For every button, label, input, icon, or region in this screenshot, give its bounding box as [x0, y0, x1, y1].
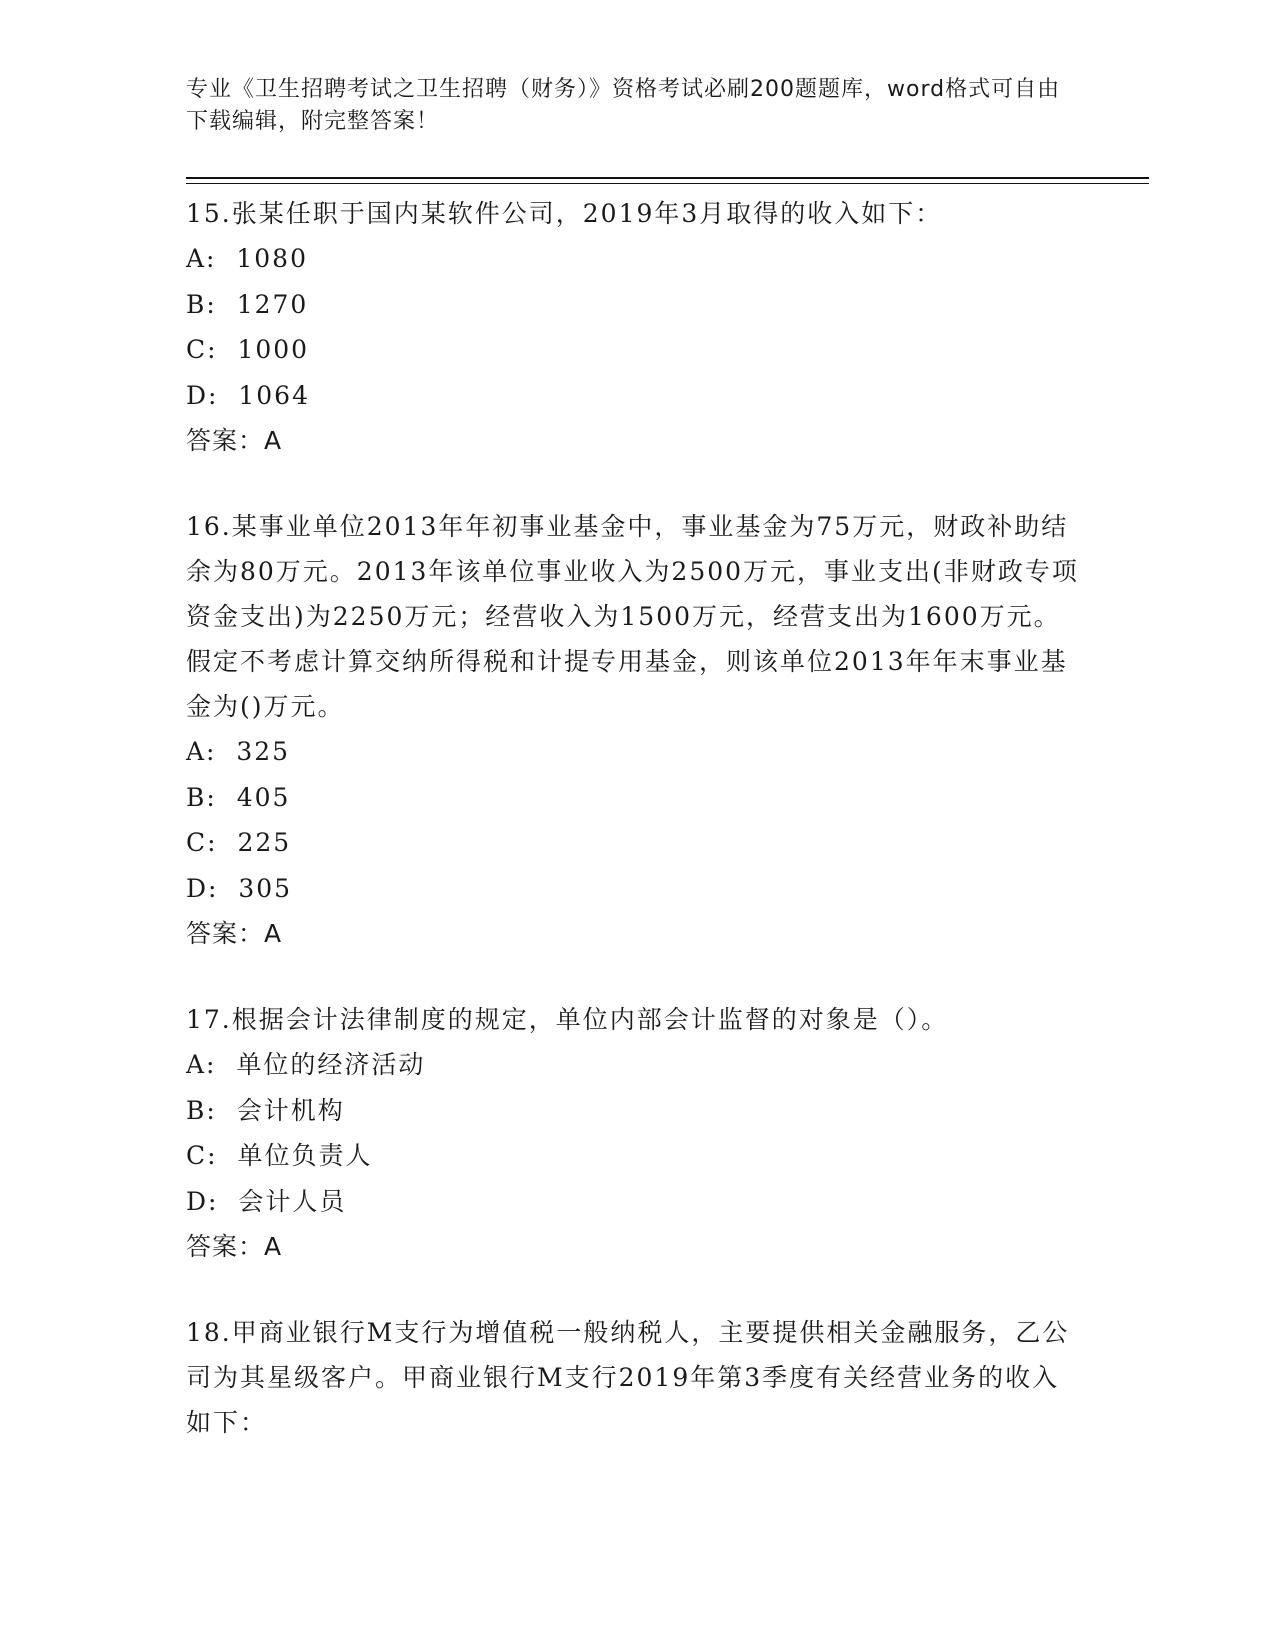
option-c: C: 1000 — [186, 335, 310, 364]
question-15 — [186, 191, 1086, 464]
document-header: 专业《卫生招聘考试之卫生招聘（财务）》资格考试必刷200题题库，word格式可自由下载编辑，附完整答案！ — [186, 77, 1061, 134]
question-list — [186, 191, 1086, 1485]
question-16 — [186, 504, 1086, 957]
option-d: D: 会计人员 — [186, 1186, 347, 1216]
question-18 — [186, 1310, 1086, 1445]
option-d: D: 1064 — [186, 380, 310, 410]
question-stem: 15.张某任职于国内某软件公司，2019年3月取得的收入如下： — [186, 199, 943, 228]
header-divider-thin — [186, 183, 1149, 184]
option-a: A: 1080 — [186, 244, 308, 273]
option-c: C: 225 — [186, 828, 292, 857]
question-17 — [186, 997, 1086, 1270]
question-stem: 18.甲商业银行M支行为增值税一般纳税人，主要提供相关金融服务，乙公司为其星级客户。甲商业银行M支行2019年第3季度有关经营业务的收入如下： — [186, 1318, 1070, 1437]
answer-line: 答案：A — [186, 1232, 283, 1261]
option-d: D: 305 — [186, 873, 293, 903]
option-b: B: 会计机构 — [186, 1095, 345, 1125]
question-stem: 17.根据会计法律制度的规定，单位内部会计监督的对象是（）。 — [186, 1005, 949, 1034]
header-divider-thick — [186, 177, 1149, 179]
question-stem: 16.某事业单位2013年年初事业基金中，事业基金为75万元，财政补助结余为80万元。2013年该单位事业收入为2500万元，事业支出(非财政专项资金支出)为2250万元；经营收入为1500万元，经营支出为1600万元。假定不考虑计算交纳所得税和计提专用基金，则该单位2013年年末事业基金为()万元。 — [186, 512, 1079, 721]
answer-line: 答案：A — [186, 426, 283, 455]
option-a: A: 单位的经济活动 — [186, 1050, 426, 1079]
option-b: B: 405 — [186, 782, 291, 812]
option-b: B: 1270 — [186, 289, 309, 319]
answer-line: 答案：A — [186, 919, 283, 948]
option-a: A: 325 — [186, 737, 291, 766]
option-c: C: 单位负责人 — [186, 1141, 373, 1170]
